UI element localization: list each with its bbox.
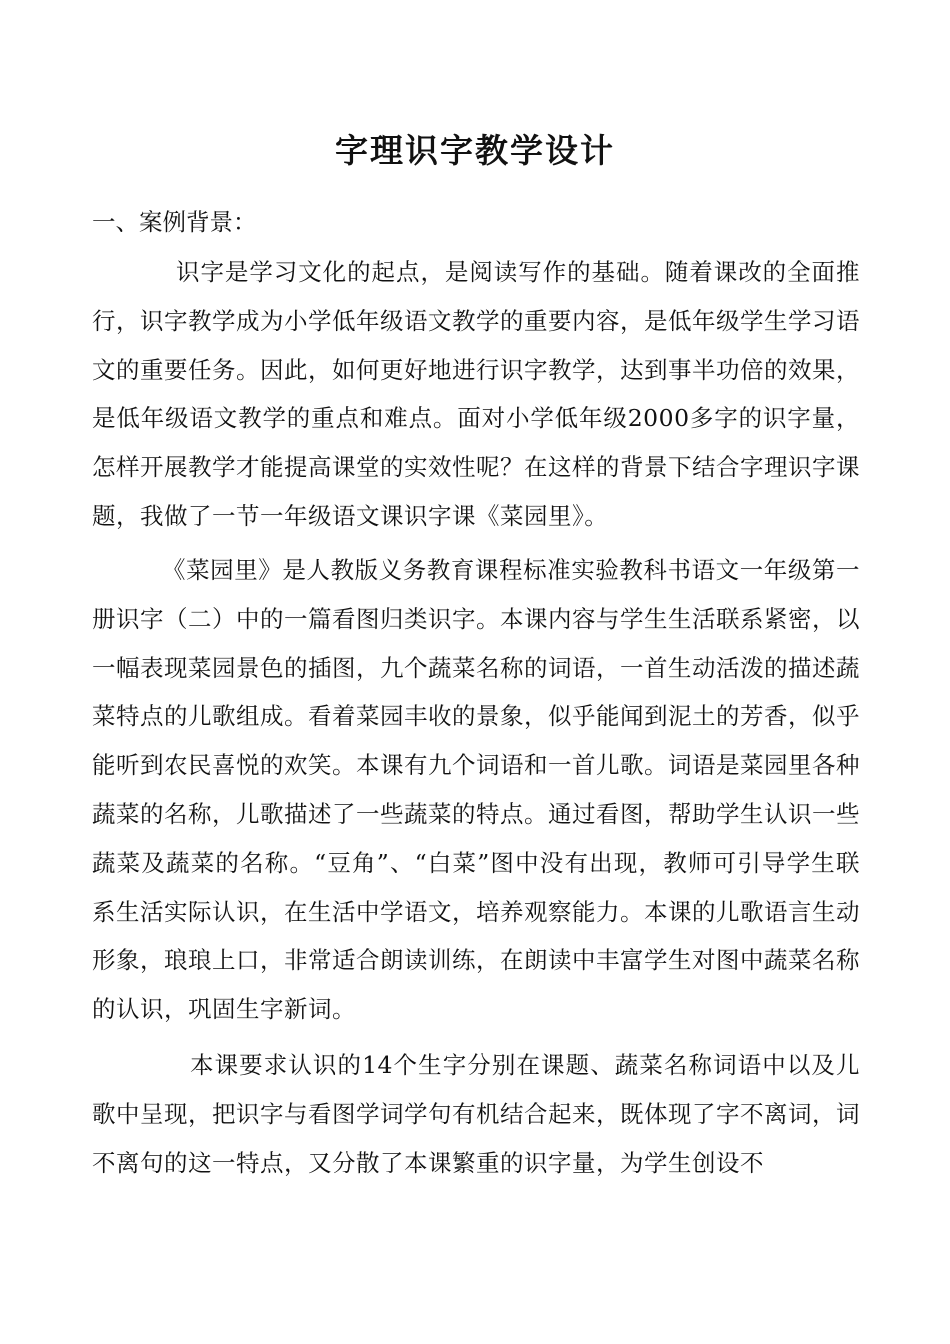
paragraph-background-intro: 识字是学习文化的起点，是阅读写作的基础。随着课改的全面推行，识字教学成为小学低年级语文教学的重要内容，是低年级学生学习语文的重要任务。因此，如何更好地进行识字教学，达到事半功倍的效果，是低年级语文教学的重点和难点。面对小学低年级2000多字的识字量，怎样开展教学才能提高课堂的实效性呢？在这样的背景下结合字理识字课题，我做了一节一年级语文课识字课《菜园里》。 (92, 258, 860, 530)
paragraph-character-requirements: 本课要求认识的14个生字分别在课题、蔬菜名称词语中以及儿歌中呈现，把识字与看图学词学句有机结合起来，既体现了字不离词，词不离句的这一特点，又分散了本课繁重的识字量，为学生创设不 (92, 1051, 860, 1177)
paragraph-lesson-overview: 《菜园里》是人教版义务教育课程标准实验教科书语文一年级第一册识字（二）中的一篇看图归类识字。本课内容与学生生活联系紧密，以一幅表现菜园景色的插图，九个蔬菜名称的词语，一首生动活泼的描述蔬菜特点的儿歌组成。看着菜园丰收的景象，似乎能闻到泥土的芳香，似乎能听到农民喜悦的欢笑。本课有九个词语和一首儿歌。词语是菜园里各种蔬菜的名称，儿歌描述了一些蔬菜的特点。通过看图，帮助学生认识一些蔬菜及蔬菜的名称。“豆角”、“白菜”图中没有出现，教师可引导学生联系生活实际认识，在生活中学语文，培养观察能力。本课的儿歌语言生动形象，琅琅上口，非常适合朗读训练，在朗读中丰富学生对图中蔬菜名称的认识，巩固生字新词。 (92, 556, 860, 1024)
document-title: 字理识字教学设计 (335, 131, 615, 170)
section-heading: 一、案例背景： (92, 208, 257, 236)
